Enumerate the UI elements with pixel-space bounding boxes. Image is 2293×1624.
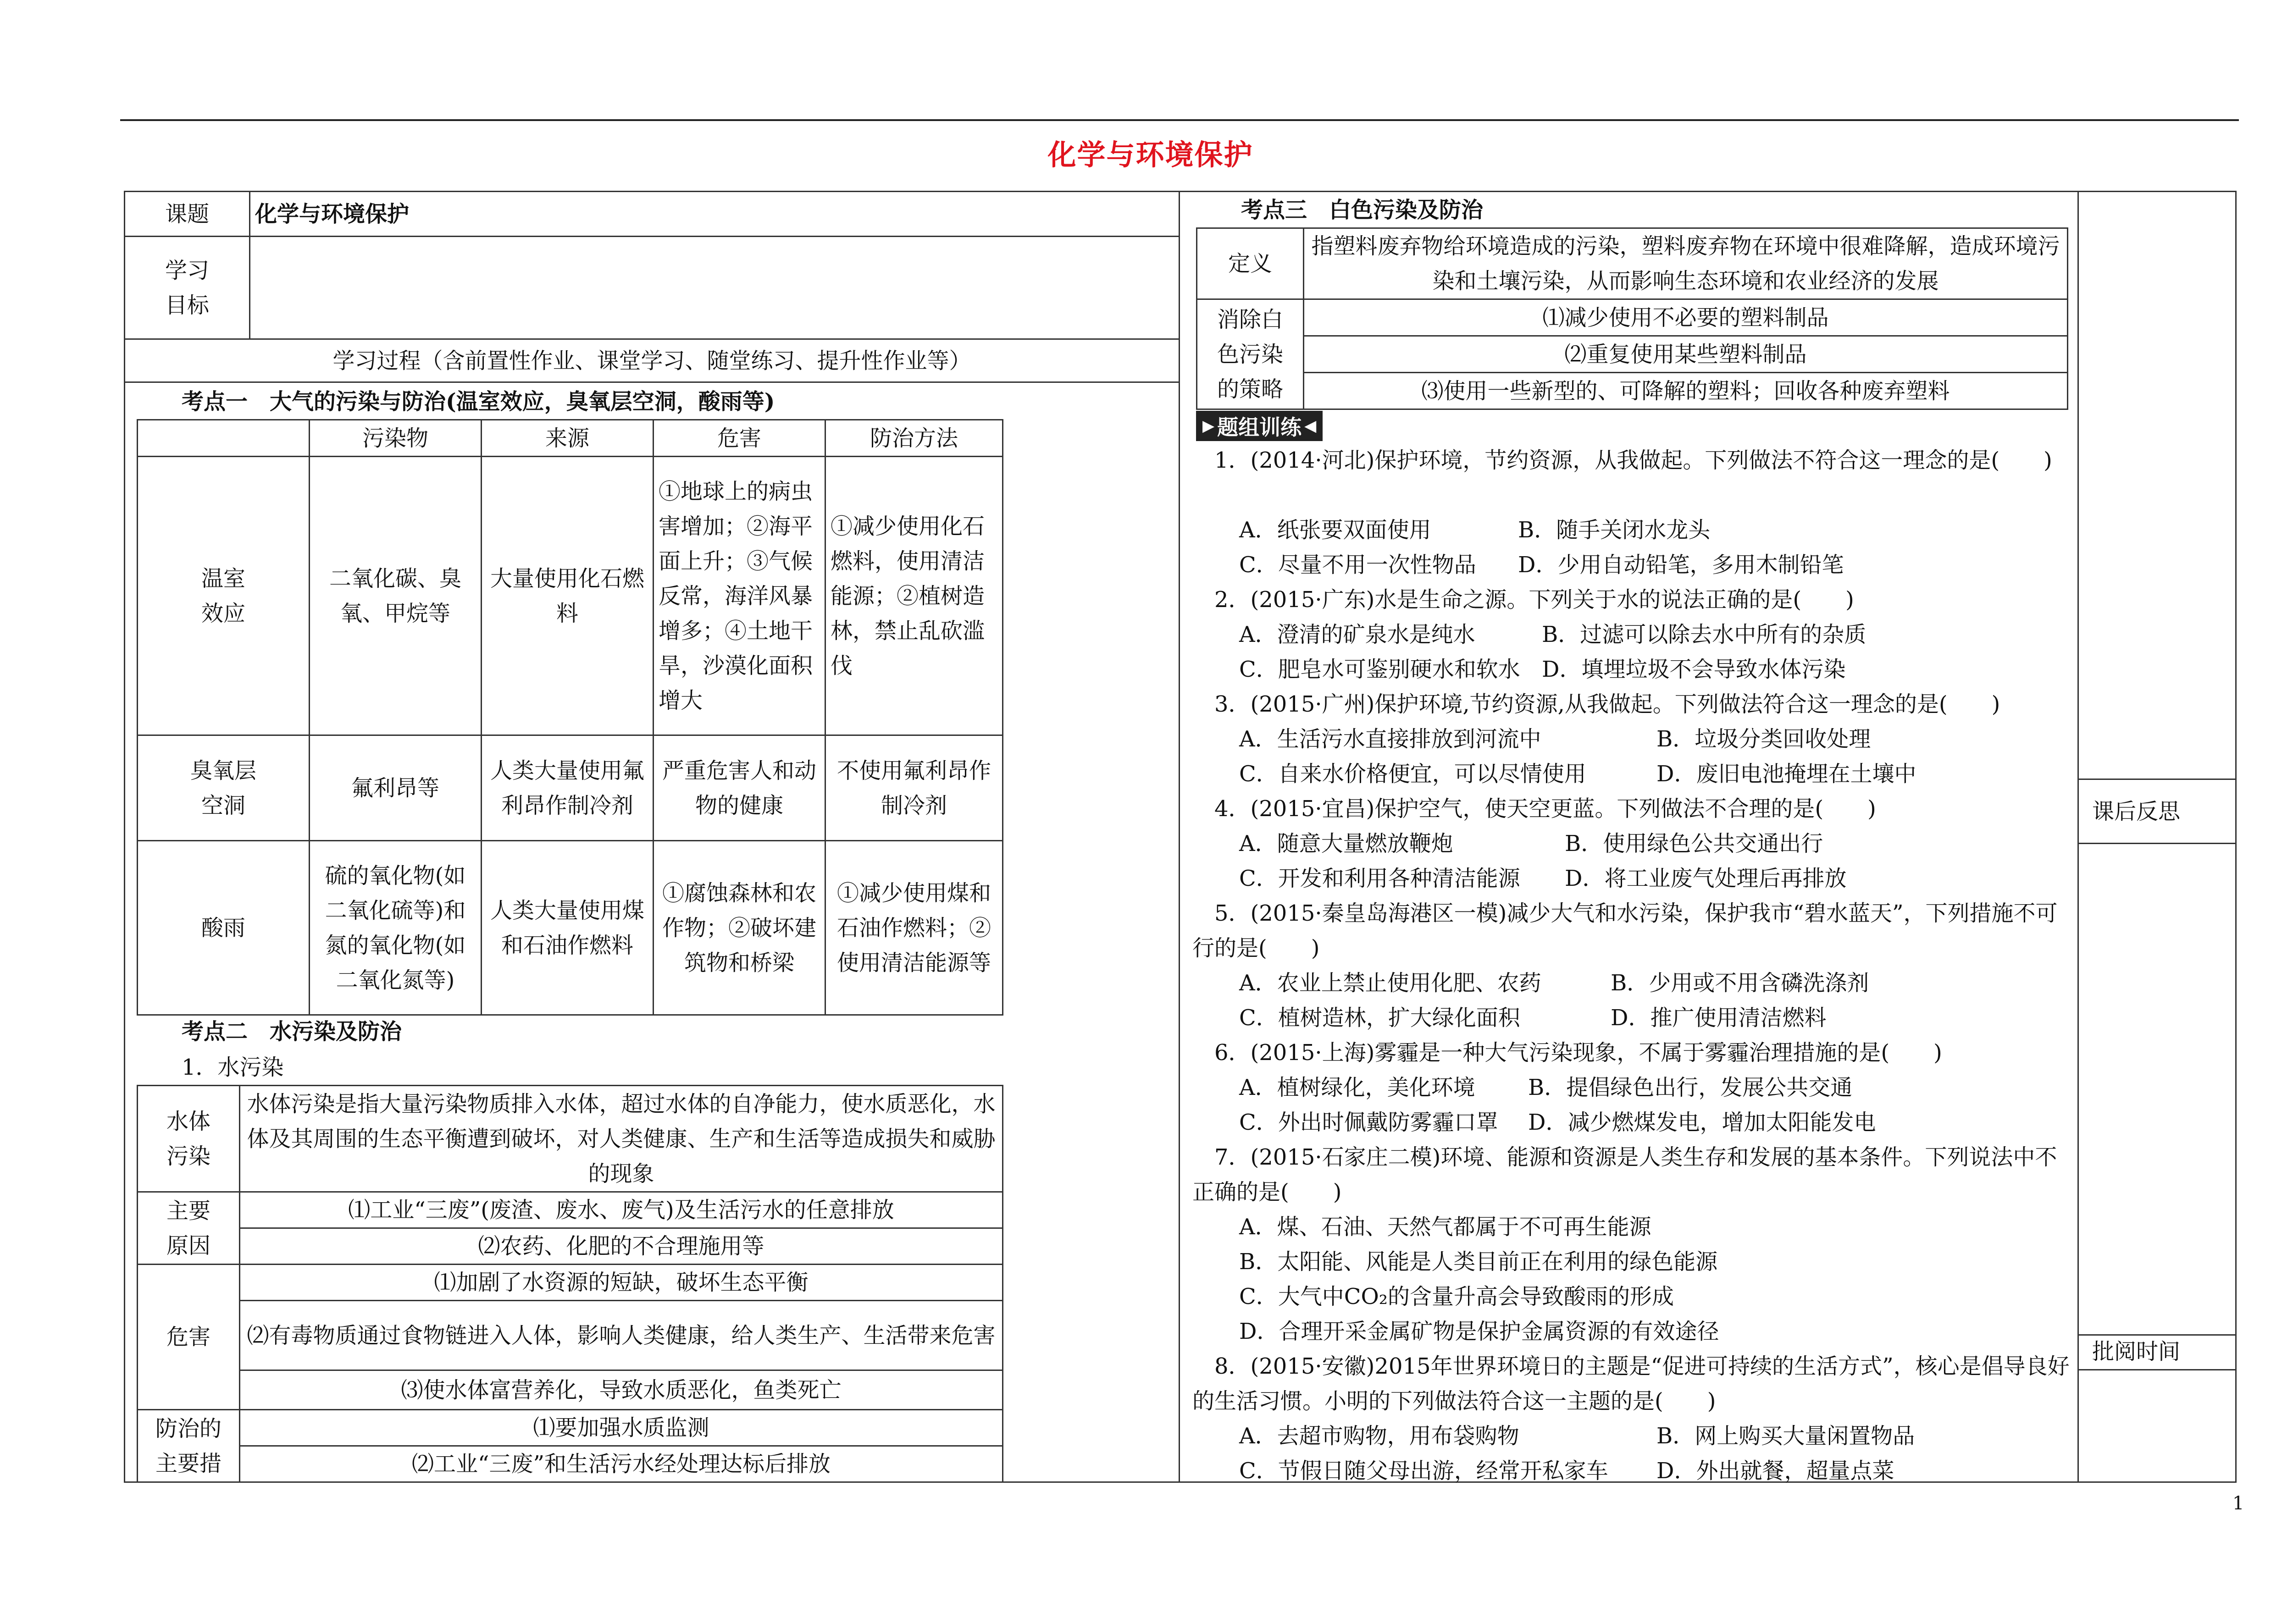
definition-cell: 指塑料废弃物给环境造成的污染，塑料废弃物在环境中很难降解，造成环境污染和土壤污染，从而影响生态环境和农业经济的发展 [1304, 228, 2068, 299]
harm-cell: 严重危害人和动物的健康 [654, 735, 825, 841]
harm-cell: ⑶使水体富营养化，导致水质恶化，鱼类死亡 [240, 1370, 1003, 1410]
question-option: C．肥皂水可鉴别硬水和软水 [1239, 657, 1520, 682]
pollutant-cell: 氟利昂等 [310, 735, 482, 841]
cause-cell: ⑴工业“三废”(废渣、废水、废气)及生活污水的任意排放 [240, 1192, 1003, 1228]
question-option: D．废旧电池掩埋在土壤中 [1656, 761, 1916, 787]
question-option: A．纸张要双面使用 [1239, 517, 1431, 543]
question-stem: 4．(2015·宜昌)保护空气，使天空更蓝。下列做法不合理的是( ) [1214, 796, 1876, 822]
question-option: D．合理开采金属矿物是保护金属资源的有效途径 [1239, 1319, 1719, 1344]
question-option: A．煤、石油、天然气都属于不可再生能源 [1239, 1214, 1651, 1240]
source-cell: 大量使用化石燃料 [482, 457, 654, 735]
pollutant-cell: 二氧化碳、臭氧、甲烷等 [310, 457, 482, 735]
cause-cell: ⑵农药、化肥的不合理施用等 [240, 1228, 1003, 1265]
strategy-cell: ⑶使用一些新型的、可降解的塑料；回收各种废弃塑料 [1304, 373, 2068, 409]
col-header: 来源 [482, 420, 654, 457]
row-label: 水体污染 [138, 1086, 240, 1192]
question-option: D．填埋垃圾不会导致水体污染 [1542, 657, 1846, 682]
question-option: A．生活污水直接排放到河流中 [1239, 726, 1541, 752]
harm-cell: ⑴加剧了水资源的短缺，破坏生态平衡 [240, 1265, 1003, 1301]
question-option: B．使用绿色公共交通出行 [1565, 831, 1823, 856]
side-divider [2077, 843, 2237, 844]
topic-value: 化学与环境保护 [250, 192, 1180, 237]
question-option: B．随手关闭水龙头 [1518, 517, 1711, 543]
row-label: 酸雨 [138, 841, 310, 1015]
question-option: C．植树造林，扩大绿化面积 [1239, 1005, 1520, 1031]
row-label: 危害 [138, 1265, 240, 1410]
question-option: A．随意大量燃放鞭炮 [1239, 831, 1453, 856]
method-cell: 不使用氟利昂作制冷剂 [825, 735, 1003, 841]
question-option: C．外出时佩戴防雾霾口罩 [1239, 1110, 1498, 1135]
question-option: A．农业上禁止使用化肥、农药 [1239, 970, 1541, 996]
source-cell: 人类大量使用煤和石油作燃料 [482, 841, 654, 1015]
kp3-title: 考点三 白色污染及防治 [1241, 197, 1484, 223]
column-divider [1179, 191, 1180, 1483]
question-stem: 7．(2015·石家庄二模)环境、能源和资源是人类生存和发展的基本条件。下列说法中不正确的是( ) [1192, 1144, 2057, 1205]
question-option: B．太阳能、风能是人类目前正在利用的绿色能源 [1239, 1249, 1718, 1275]
strategy-cell: ⑴减少使用不必要的塑料制品 [1304, 299, 2068, 336]
row-label: 臭氧层空洞 [138, 735, 310, 841]
kp2-subtitle: 1．水污染 [182, 1055, 284, 1080]
question-option: B．少用或不用含磷洗涤剂 [1611, 970, 1869, 996]
question-option: C．自来水价格便宜，可以尽情使用 [1239, 761, 1586, 787]
question-option: B．提倡绿色出行，发展公共交通 [1528, 1075, 1853, 1100]
kp1-title: 考点一 大气的污染与防治(温室效应，臭氧层空洞，酸雨等) [182, 389, 775, 414]
practice-tag-label: 题组训练 [1217, 415, 1302, 440]
air-pollution-table [137, 419, 1003, 1016]
blank-header [138, 420, 310, 457]
header-table [124, 191, 1180, 383]
question-option: C．节假日随父母出游，经常开私家车 [1239, 1458, 1608, 1484]
question-option: C．大气中CO₂的含量升高会导致酸雨的形成 [1239, 1284, 1674, 1309]
question-option: A．澄清的矿泉水是纯水 [1239, 622, 1475, 647]
row-label: 定义 [1197, 228, 1304, 299]
question-stem: 8．(2015·安徽)2015年世界环境日的主题是“促进可持续的生活方式”，核心是倡导良好的生活习惯。小明的下列做法符合这一主题的是( ) [1192, 1353, 2070, 1414]
harm-cell: ①腐蚀森林和农作物；②破坏建筑物和桥梁 [654, 841, 825, 1015]
question-option: D．减少燃煤发电，增加太阳能发电 [1528, 1110, 1876, 1135]
col-header: 污染物 [310, 420, 482, 457]
goal-label: 学习目标 [125, 237, 250, 339]
question-option: B．过滤可以除去水中所有的杂质 [1542, 622, 1867, 647]
definition-cell: 水体污染是指大量污染物质排入水体，超过水体的自净能力，使水质恶化，水体及其周围的生态平衡遭到破坏，对人类健康、生产和生活等造成损失和威胁的现象 [240, 1086, 1003, 1192]
col-header: 防治方法 [825, 420, 1003, 457]
practice-tag [1196, 411, 1323, 441]
question-option: A．植树绿化，美化环境 [1239, 1075, 1475, 1100]
topic-label: 课题 [125, 192, 250, 237]
review-time-label: 批阅时间 [2092, 1339, 2181, 1364]
triangle-left-icon: ◀ [1304, 417, 1317, 435]
row-label: 温室效应 [138, 457, 310, 735]
question-option: A．去超市购物，用布袋购物 [1239, 1423, 1519, 1449]
question-option: B．网上购买大量闲置物品 [1656, 1423, 1915, 1449]
question-option: D．少用自动铅笔，多用木制铅笔 [1518, 552, 1844, 578]
white-pollution-table [1196, 227, 2068, 410]
row-label: 消除白色污染的策略 [1197, 299, 1304, 409]
prevent-cell: ⑴要加强水质监测 [240, 1410, 1003, 1446]
document-title: 化学与环境保护 [1047, 138, 1253, 171]
side-divider [2077, 779, 2237, 780]
source-cell: 人类大量使用氟利昂作制冷剂 [482, 735, 654, 841]
row-label: 主要原因 [138, 1192, 240, 1265]
method-cell: ①减少使用化石燃料，使用清洁能源；②植树造林，禁止乱砍滥伐 [825, 457, 1003, 735]
method-cell: ①减少使用煤和石油作燃料；②使用清洁能源等 [825, 841, 1003, 1015]
question-option: D．外出就餐，超量点菜 [1656, 1458, 1894, 1484]
question-option: D．将工业废气处理后再排放 [1565, 866, 1847, 891]
question-stem: 2．(2015·广东)水是生命之源。下列关于水的说法正确的是( ) [1214, 587, 1854, 613]
question-option: C．尽量不用一次性物品 [1239, 552, 1476, 578]
strategy-cell: ⑵重复使用某些塑料制品 [1304, 336, 2068, 373]
top-rule [120, 119, 2239, 121]
kp2-title: 考点二 水污染及防治 [182, 1019, 402, 1044]
page-number: 1 [2232, 1493, 2244, 1514]
prevent-cell: ⑵工业“三废”和生活污水经处理达标后排放 [240, 1446, 1003, 1482]
question-option: B．垃圾分类回收处理 [1656, 726, 1871, 752]
question-stem: 6．(2015·上海)雾霾是一种大气污染现象，不属于雾霾治理措施的是( ) [1214, 1040, 1942, 1066]
row-label: 防治的主要措 [138, 1410, 240, 1482]
water-pollution-table [137, 1085, 1003, 1483]
harm-cell: ①地球上的病虫害增加；②海平面上升；③气候反常，海洋风暴增多；④土地干旱，沙漠化面积增大 [654, 457, 825, 735]
side-divider [2077, 1369, 2237, 1370]
harm-cell: ⑵有毒物质通过食物链进入人体，影响人类健康，给人类生产、生活带来危害 [240, 1301, 1003, 1370]
col-header: 危害 [654, 420, 825, 457]
pollutant-cell: 硫的氧化物(如二氧化硫等)和氮的氧化物(如二氧化氮等) [310, 841, 482, 1015]
question-stem: 3．(2015·广州)保护环境,节约资源,从我做起。下列做法符合这一理念的是( ) [1214, 691, 2000, 717]
reflection-label: 课后反思 [2092, 799, 2181, 824]
goal-value [250, 237, 1180, 339]
side-column-divider [2077, 191, 2079, 1483]
question-stem: 5．(2015·秦皇岛海港区一模)减少大气和水污染，保护我市“碧水蓝天”，下列措施不可行的是( ) [1192, 900, 2058, 961]
question-option: D．推广使用清洁燃料 [1611, 1005, 1827, 1031]
process-text: 学习过程（含前置性作业、课堂学习、随堂练习、提升性作业等） [125, 339, 1180, 382]
question-stem: 1．(2014·河北)保护环境，节约资源，从我做起。下列做法不符合这一理念的是( ) [1214, 447, 2052, 473]
triangle-right-icon: ▶ [1202, 417, 1215, 435]
question-option: C．开发和利用各种清洁能源 [1239, 866, 1520, 891]
